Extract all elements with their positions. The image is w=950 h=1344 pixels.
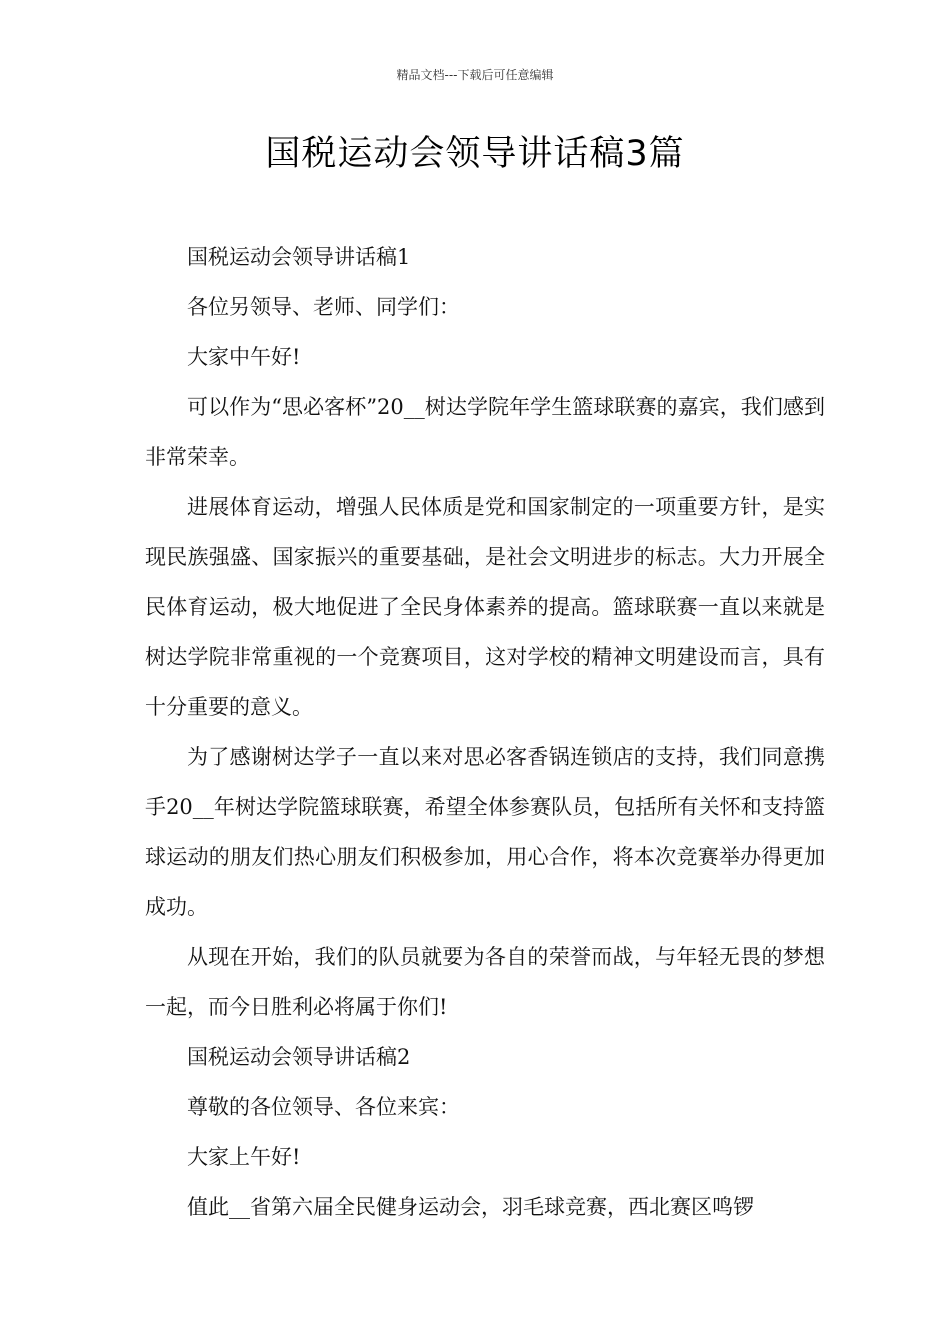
body-paragraph: 进展体育运动，增强人民体质是党和国家制定的一项重要方针，是实现民族强盛、国家振兴的重要基础，是社会文明进步的标志。大力开展全民体育运动，极大地促进了全民身体素养的提高。篮球联赛一直以来就是树达学院非常重视的一个竞赛项目，这对学校的精神文明建设而言，具有十分重要的意义。 <box>145 495 825 719</box>
body-paragraph: 可以作为“思必客杯”20__树达学院年学生篮球联赛的嘉宾，我们感到非常荣幸。 <box>145 395 825 469</box>
document-title: 国税运动会领导讲话稿3篇 <box>265 134 685 174</box>
greeting: 大家中午好! <box>187 345 301 369</box>
document-body <box>145 232 825 1232</box>
salutation: 各位另领导、老师、同学们： <box>187 295 460 319</box>
salutation: 尊敬的各位领导、各位来宾： <box>187 1095 460 1119</box>
section-heading-2: 国税运动会领导讲话稿2 <box>187 1045 411 1069</box>
body-paragraph: 值此__省第六届全民健身运动会，羽毛球竞赛，西北赛区鸣锣 <box>187 1195 754 1219</box>
page-header: 精品文档---下载后可任意编辑 <box>396 68 554 82</box>
greeting: 大家上午好! <box>187 1145 301 1169</box>
body-paragraph: 为了感谢树达学子一直以来对思必客香锅连锁店的支持，我们同意携手20__年树达学院篮球联赛，希望全体参赛队员，包括所有关怀和支持篮球运动的朋友们热心朋友们积极参加，用心合作，将本次竞赛举办得更加成功。 <box>145 745 825 919</box>
section-heading-1: 国税运动会领导讲话稿1 <box>187 245 411 269</box>
body-paragraph: 从现在开始，我们的队员就要为各自的荣誉而战，与年轻无畏的梦想一起，而今日胜利必将属于你们! <box>145 945 825 1019</box>
